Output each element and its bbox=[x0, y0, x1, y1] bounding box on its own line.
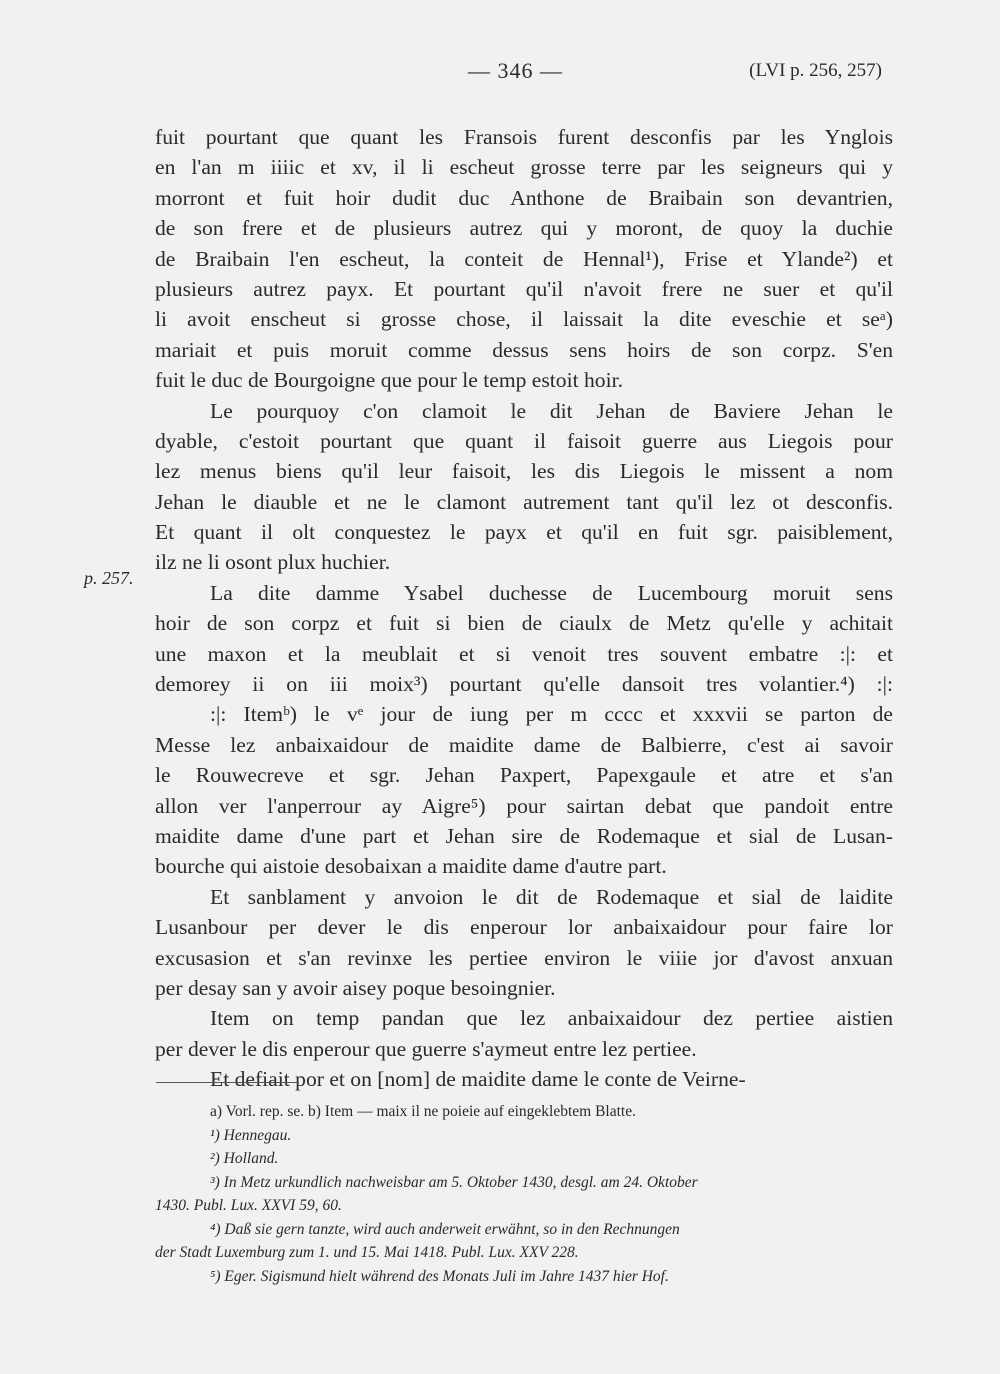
footnote-line: ⁴) Daß sie gern tanzte, wird auch anderweit erwähnt, so in den Rechnungen bbox=[210, 1220, 680, 1238]
text-line: allon ver l'anperrour ay Aigre⁵) pour sairtan debat que pandoit entre bbox=[155, 793, 893, 818]
text-line: per dever le dis enperour que guerre s'aymeut entre lez pertiee. bbox=[155, 1036, 697, 1061]
text-line: demorey ii on iii moix³) pourtant qu'elle dansoit tres volantier.⁴) :|: bbox=[155, 672, 893, 697]
text-line: le Rouwecreve et sgr. Jehan Paxpert, Papexgaule et atre et s'an bbox=[155, 763, 893, 788]
footnote-line: ³) In Metz urkundlich nachweisbar am 5. Oktober 1430, desgl. am 24. Oktober bbox=[210, 1173, 698, 1191]
text-line: de Braibain l'en escheut, la conteit de Hennal¹), Frise et Ylande²) et bbox=[155, 246, 893, 271]
page-header bbox=[0, 58, 1000, 90]
footnote-line: ¹) Hennegau. bbox=[210, 1126, 292, 1144]
text-line: li avoit enscheut si grosse chose, il laissait la dite eveschie et seᵃ) bbox=[155, 307, 893, 332]
text-line: hoir de son corpz et fuit si bien de ciaulx de Metz qu'elle y achitait bbox=[155, 611, 893, 636]
footnote-line: ⁵) Eger. Sigismund hielt während des Monats Juli im Jahre 1437 hier Hof. bbox=[210, 1267, 669, 1285]
text-line: dyable, c'estoit pourtant que quant il faisoit guerre aus Liegois pour bbox=[155, 428, 893, 453]
text-line: lez menus biens qu'il leur faisoit, les dis Liegois le missent a nom bbox=[155, 459, 893, 484]
text-line: Messe lez anbaixaidour de maidite dame de Balbierre, c'est ai savoir bbox=[155, 732, 893, 757]
text-line: per desay san y avoir aisey poque besoingnier. bbox=[155, 975, 556, 1000]
footnotes bbox=[155, 1100, 893, 1288]
footnote-line: 1430. Publ. Lux. XXVI 59, 60. bbox=[155, 1197, 342, 1214]
footnote-line: der Stadt Luxemburg zum 1. und 15. Mai 1418. Publ. Lux. XXV 228. bbox=[155, 1244, 579, 1261]
text-line: de son frere et de plusieurs autrez qui y moront, de quoy la duchie bbox=[155, 216, 893, 241]
margin-page-reference: p. 257. bbox=[84, 568, 134, 588]
footnote-divider bbox=[156, 1082, 299, 1083]
text-line: mariait et puis moruit comme dessus sens hoirs de son corpz. S'en bbox=[155, 337, 893, 362]
text-line: Et defiait por et on [nom] de maidite dame le conte de Veirne- bbox=[210, 1067, 746, 1092]
running-head: (LVI p. 256, 257) bbox=[749, 60, 882, 81]
text-line: en l'an m iiiic et xv, il li escheut grosse terre par les seigneurs qui y bbox=[155, 155, 893, 180]
text-line: excusasion et s'an revinxe les pertiee environ le viiie jor d'avost anxuan bbox=[155, 945, 893, 970]
text-line: fuit le duc de Bourgoigne que pour le temp estoit hoir. bbox=[155, 368, 623, 393]
text-line: maidite dame d'une part et Jehan sire de Rodemaque et sial de Lusan- bbox=[155, 823, 893, 848]
text-line: une maxon et la meublait et si venoit tres souvent embatre :|: et bbox=[155, 641, 893, 666]
text-line: La dite damme Ysabel duchesse de Lucembourg moruit sens bbox=[210, 580, 893, 605]
text-line: Le pourquoy c'on clamoit le dit Jehan de Baviere Jehan le bbox=[210, 398, 893, 423]
text-line: Lusanbour per dever le dis enperour lor anbaixaidour pour faire lor bbox=[155, 915, 893, 940]
text-line: bourche qui aistoie desobaixan a maidite dame d'autre part. bbox=[155, 854, 667, 879]
text-line: Et sanblament y anvoion le dit de Rodemaque et sial de laidite bbox=[210, 884, 893, 909]
text-line: Jehan le diauble et ne le clamont autrement tant qu'il lez ot desconfis. bbox=[155, 489, 893, 514]
text-line: ilz ne li osont plux huchier. bbox=[155, 550, 391, 575]
footnote-line: a) Vorl. rep. se. b) Item — maix il ne poieie auf eingeklebtem Blatte. bbox=[210, 1103, 636, 1120]
text-line: Et quant il olt conquestez le payx et qu'il en fuit sgr. paisiblement, bbox=[155, 520, 893, 545]
text-line: plusieurs autrez payx. Et pourtant qu'il n'avoit frere ne suer et qu'il bbox=[155, 276, 893, 301]
text-line: fuit pourtant que quant les Fransois furent desconfis par les Ynglois bbox=[155, 125, 893, 149]
text-line: :|: Itemᵇ) le vᵉ jour de iung per m cccc et xxxvii se parton de bbox=[210, 702, 893, 727]
footnote-line: ²) Holland. bbox=[210, 1150, 279, 1167]
text-line: Item on temp pandan que lez anbaixaidour dez pertiee aistien bbox=[210, 1006, 893, 1031]
text-line: morront et fuit hoir dudit duc Anthone de Braibain son devantrien, bbox=[155, 185, 893, 210]
body-text bbox=[155, 122, 893, 1095]
page-number: — 346 — bbox=[468, 58, 563, 83]
